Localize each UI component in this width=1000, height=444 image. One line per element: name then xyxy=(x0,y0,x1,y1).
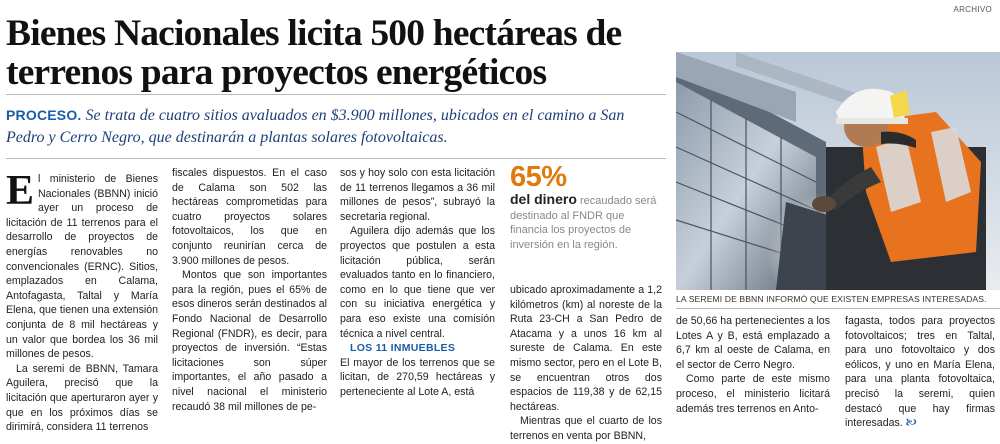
lead-kicker: PROCESO. xyxy=(6,107,82,123)
paragraph: sos y hoy solo con esta licitación de 11 terrenos llegamos a 36 mil millones de pesos”, subrayó la secretaria regional. xyxy=(340,167,495,223)
photo-credit: ARCHIVO xyxy=(953,5,992,14)
divider xyxy=(6,94,666,95)
paragraph: El mayor de los terrenos que se licitan, de 270,59 hectáreas y perteneciente al Lote A, está xyxy=(340,356,495,398)
divider xyxy=(676,308,1000,309)
stat-text: recaudado será destinado al FNDR que financia los proyectos de inversión en la región. xyxy=(510,195,657,251)
body-column-1 xyxy=(6,168,158,435)
body-column-6 xyxy=(845,314,995,431)
photo-caption: LA SEREMI DE BBNN INFORMÓ QUE EXISTEN EMPRESAS INTERESADAS. xyxy=(676,294,987,304)
stat-label: del dinero xyxy=(510,191,577,207)
stat-callout xyxy=(510,162,660,252)
body-column-4 xyxy=(510,283,662,444)
body-column-3 xyxy=(340,166,495,400)
paragraph xyxy=(845,314,995,431)
section-subhead: LOS 11 INMUEBLES xyxy=(350,342,456,355)
paragraph-text: l ministerio de Bienes Nacionales (BBNN) inició ayer un proceso de licitación de 11 terrenos para el desarrollo de proyectos de energías renovables no convencionales (ERNC). Sitios, emplazados en Calama, Antofagasta, Taltal y María Elena, que tienen una extensión conjunta de 8 mil hectáreas y un valor que bordea los 36 mil millones de pesos. xyxy=(6,173,158,361)
paragraph: de 50,66 ha pertenecientes a los Lotes A y B, está emplazado a 6,7 km al oeste de Calama, en el sector de Cerro Negro. xyxy=(676,315,830,371)
paragraph: La seremi de BBNN, Tamara Aguilera, precisó que la licitación que aperturaron ayer y que en los próximos días se dirimirá, considera 11 terrenos xyxy=(6,362,158,434)
lead-paragraph xyxy=(6,104,666,149)
lead-text: Se trata de cuatro sitios avaluados en $3.900 millones, ubicados en el camino a San Pedro y Cerro Negro, que destinarán a plantas solares fotovoltaicas. xyxy=(6,107,625,146)
paragraph: Mientras que el cuarto de los terrenos en venta por BBNN, xyxy=(510,415,662,442)
paragraph xyxy=(6,168,158,362)
article-photo xyxy=(676,52,1000,290)
dropcap: E xyxy=(6,168,35,214)
paragraph: Aguilera dijo además que los proyectos que postulen a esta licitación pública, serán evaluados tanto en lo financiero, como en lo que tiene que ver con su iniciativa energética y para eso existe una comisión técnica a nivel central. xyxy=(340,225,495,340)
paragraph: Como parte de este mismo proceso, el ministerio licitará además tres terrenos en Anto- xyxy=(676,373,830,415)
paragraph: Montos que son importantes para la región, pues el 65% de esos dineros serán destinados al Fondo Nacional de Desarrollo Regional (FNDR), es decir, para proyectos de inversión. “Estas licitaciones son súper importantes, el año pasado a nivel nacional el ministerio recaudó 38 mil millones de pe- xyxy=(172,269,327,413)
end-mark-icon: 🙤 xyxy=(905,417,917,430)
solar-worker-illustration xyxy=(676,52,1000,290)
headline: Bienes Nacionales licita 500 hectáreas de terrenos para proyectos energéticos xyxy=(6,13,622,93)
body-column-5 xyxy=(676,314,830,416)
paragraph-text: fagasta, todos para proyectos fotovoltaicos; tres en Taltal, para uno fotovoltaico y dos eólicos, y uno en María Elena, para una planta fotovoltaica, precisó la seremi, quien destacó que hay firmas interesadas. xyxy=(845,315,995,430)
stat-description xyxy=(510,192,660,252)
paragraph: ubicado aproximadamente a 1,2 kilómetros (km) al noreste de la Ruta 23-CH a San Pedro de Atacama y a unos 16 km al sureste de Calama. En este mismo sector, pero en el Lote B, se encuentran otros dos espacios de 119,38 y de 62,15 hectáreas. xyxy=(510,284,662,413)
divider xyxy=(6,158,666,159)
paragraph: fiscales dispuestos. En el caso de Calama son 502 las hectáreas comprometidas para cuatro proyectos solares fotovoltaicos, los que en conjunto reunirían cerca de 3.900 millones de pesos. xyxy=(172,167,327,267)
stat-value: 65% xyxy=(510,161,567,193)
body-column-2 xyxy=(172,166,327,414)
